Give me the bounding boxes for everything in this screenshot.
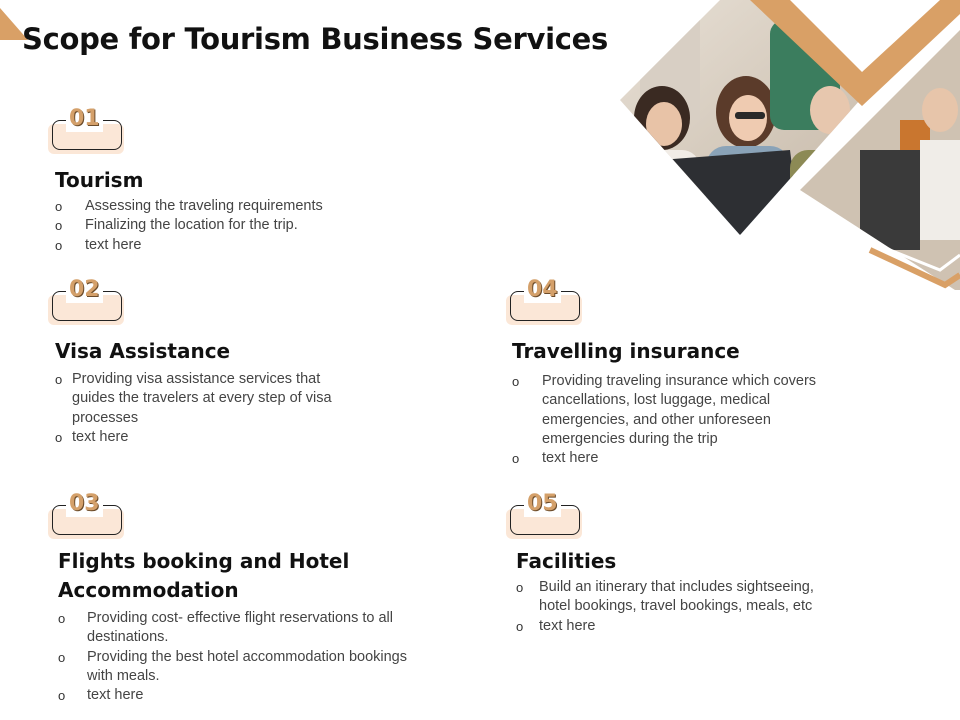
section-travelling-insurance [504, 279, 864, 468]
bullet-item: o text here [512, 450, 599, 467]
bullet-item: o Providing visa assistance services that guides the travelers at every step of visa processes [55, 371, 332, 426]
team-photo [600, 0, 960, 300]
section-facilities [504, 493, 864, 636]
number-badge [504, 279, 586, 339]
bullet-item: o text here [516, 617, 596, 634]
section-visa-assistance [46, 279, 356, 447]
section-heading: Flights booking and Hotel Accommodation [58, 549, 350, 602]
bullet-item: o text here [58, 687, 144, 704]
section-heading: Travelling insurance [512, 339, 740, 363]
section-heading: Visa Assistance [55, 339, 231, 363]
section-tourism [46, 108, 366, 255]
number-badge [504, 493, 586, 553]
bullet-item: o text here [55, 236, 142, 253]
bullet-item: o Assessing the traveling requirements [55, 198, 323, 214]
bullet-item: o Finalizing the location for the trip. [55, 217, 298, 234]
number-badge [46, 108, 128, 168]
bullet-item: o Providing traveling insurance which covers cancellations, lost luggage, medical emergencies, and other unforeseen emergencies during the trip [512, 373, 817, 447]
section-heading: Facilities [516, 549, 617, 573]
badge-number: 05 [524, 491, 561, 517]
badge-number: 04 [524, 277, 561, 303]
slide-title: Scope for Tourism Business Services [22, 22, 608, 56]
section-heading: Tourism [55, 168, 144, 192]
badge-number: 02 [66, 277, 103, 303]
bullet-item: o Providing cost- effective flight reservations to all destinations. [58, 610, 393, 646]
badge-number: 03 [66, 491, 103, 517]
number-badge [46, 279, 128, 339]
section-flights-hotel [46, 493, 416, 705]
bullet-item: o Providing the best hotel accommodation bookings with meals. [58, 648, 407, 684]
bullet-item: o text here [55, 428, 129, 445]
badge-number: 01 [66, 106, 103, 132]
bullet-item: o Build an itinerary that includes sightseeing, hotel bookings, travel bookings, meals, etc [516, 579, 814, 615]
number-badge [46, 493, 128, 553]
